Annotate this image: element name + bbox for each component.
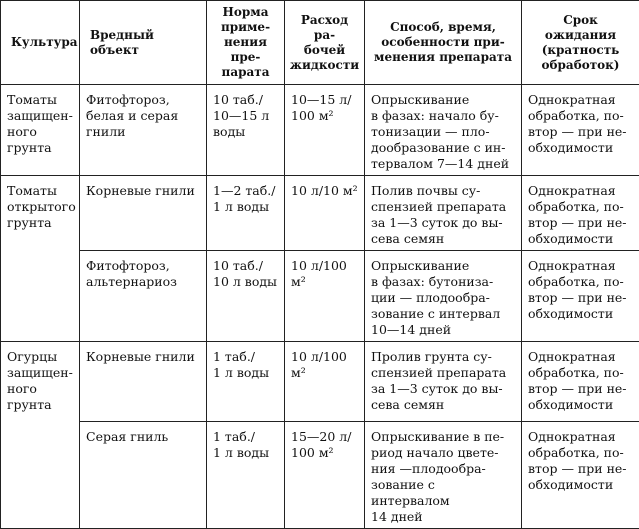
cell-culture: Томаты открытого грунта xyxy=(1,176,80,342)
cell-waiting: Однократная обработка, по- втор — при не- обходимости xyxy=(522,342,639,422)
cell-norm: 1—2 таб./ 1 л воды xyxy=(207,176,285,251)
cell-consumption: 15—20 л/ 100 м² xyxy=(285,422,365,529)
cell-waiting: Однократная обработка, по- втор — при не- обходимости xyxy=(522,251,639,342)
table-row xyxy=(1,176,639,251)
cell-method: Полив почвы су- спензией препарата за 1—3 суток до вы- сева семян xyxy=(365,176,522,251)
header-consumption: Расход ра- бочей жидкости xyxy=(285,1,365,85)
cell-culture: Огурцы защищен- ного грунта xyxy=(1,342,80,529)
cell-consumption: 10 л/100 м² xyxy=(285,251,365,342)
cell-norm: 10 таб./ 10—15 л воды xyxy=(207,85,285,176)
header-pest: Вредный объект xyxy=(80,1,207,85)
cell-consumption: 10 л/100 м² xyxy=(285,342,365,422)
cell-method: Опрыскивание в фазах: начало бу- тонизации — пло- дообразование с ин- тервалом 7—14 дней xyxy=(365,85,522,176)
cell-method: Опрыскивание в фазах: бутониза- ции — плодообра- зование с интервал 10—14 дней xyxy=(365,251,522,342)
cell-norm: 10 таб./ 10 л воды xyxy=(207,251,285,342)
table-header-row xyxy=(1,1,639,85)
cell-norm: 1 таб./ 1 л воды xyxy=(207,422,285,529)
cell-pest: Серая гниль xyxy=(80,422,207,529)
cell-method: Пролив грунта су- спензией препарата за 1—3 суток до вы- сева семян xyxy=(365,342,522,422)
cell-waiting: Однократная обработка, по- втор — при не- обходимости xyxy=(522,85,639,176)
cell-pest: Корневые гнили xyxy=(80,342,207,422)
cell-waiting: Однократная обработка, по- втор — при не- обходимости xyxy=(522,176,639,251)
cell-consumption: 10—15 л/ 100 м² xyxy=(285,85,365,176)
table-row xyxy=(1,342,639,422)
table-row xyxy=(1,251,639,342)
cell-culture: Томаты защищен- ного грунта xyxy=(1,85,80,176)
table-row xyxy=(1,422,639,529)
cell-pest: Корневые гнили xyxy=(80,176,207,251)
header-culture: Культура xyxy=(1,1,80,85)
cell-norm: 1 таб./ 1 л воды xyxy=(207,342,285,422)
cell-waiting: Однократная обработка, по- втор — при не- обходимости xyxy=(522,422,639,529)
header-waiting: Срок ожидания (кратность обработок) xyxy=(522,1,639,85)
cell-pest: Фитофтороз, белая и серая гнили xyxy=(80,85,207,176)
cell-method: Опрыскивание в пе- риод начало цвете- ния —плодообра- зование с интервалом 14 дней xyxy=(365,422,522,529)
header-method: Способ, время, особенности при- менения препарата xyxy=(365,1,522,85)
header-norm: Норма приме- нения пре- парата xyxy=(207,1,285,85)
cell-pest: Фитофтороз, альтернариоз xyxy=(80,251,207,342)
cell-consumption: 10 л/10 м² xyxy=(285,176,365,251)
table-row xyxy=(1,85,639,176)
